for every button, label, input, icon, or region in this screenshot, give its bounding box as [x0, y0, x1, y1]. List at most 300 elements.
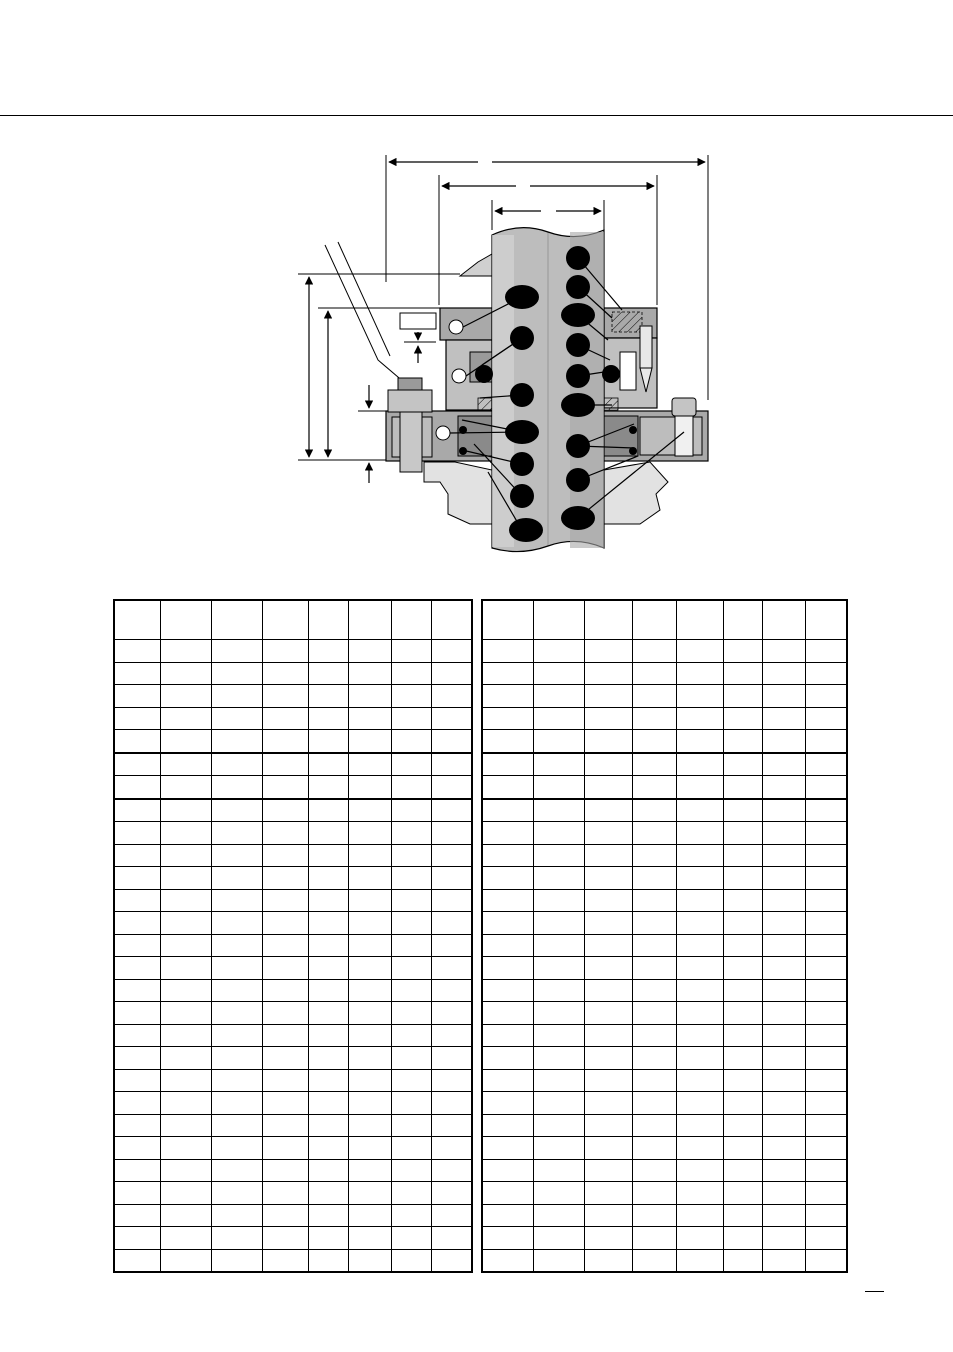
table-cell [114, 912, 161, 935]
table-cell [308, 776, 348, 799]
table-cell [805, 753, 847, 776]
table-cell [349, 1092, 391, 1115]
table-cell [114, 822, 161, 845]
table-cell [805, 1159, 847, 1182]
table-cell [308, 822, 348, 845]
table-cell [349, 867, 391, 890]
table-cell [762, 912, 805, 935]
table-cell [114, 640, 161, 663]
table-cell [533, 730, 584, 753]
table-cell [632, 979, 676, 1002]
table-row [482, 753, 847, 776]
table-cell [805, 979, 847, 1002]
table-cell [805, 1137, 847, 1160]
table-cell [263, 1069, 309, 1092]
table-cell [211, 1024, 263, 1047]
table-cell [805, 640, 847, 663]
table-row [114, 979, 472, 1002]
table-cell [533, 957, 584, 980]
table-header-cell [349, 600, 391, 640]
table-row [482, 1069, 847, 1092]
table-cell [723, 957, 762, 980]
table-cell [632, 730, 676, 753]
table-cell [431, 1159, 472, 1182]
table-cell [723, 822, 762, 845]
table-cell [114, 1047, 161, 1070]
table-cell [584, 867, 632, 890]
table-cell [211, 1182, 263, 1205]
table-cell [533, 934, 584, 957]
table-row [482, 912, 847, 935]
table-cell [533, 753, 584, 776]
table-cell [676, 1002, 723, 1025]
table-cell [723, 1092, 762, 1115]
table-cell [161, 753, 212, 776]
table-cell [482, 1159, 533, 1182]
table-cell [482, 979, 533, 1002]
table-cell [676, 685, 723, 708]
table-cell [584, 957, 632, 980]
table-cell [723, 753, 762, 776]
table-cell [114, 1182, 161, 1205]
table-cell [676, 1182, 723, 1205]
table-cell [676, 1069, 723, 1092]
table-cell [805, 776, 847, 799]
table-cell [676, 957, 723, 980]
table-cell [676, 730, 723, 753]
table-cell [161, 1204, 212, 1227]
table-cell [263, 685, 309, 708]
table-cell [533, 889, 584, 912]
table-cell [584, 844, 632, 867]
drive-collar-left [440, 308, 492, 410]
table-cell [263, 844, 309, 867]
table-cell [211, 1047, 263, 1070]
table-cell [805, 1092, 847, 1115]
table-row [482, 844, 847, 867]
table-cell [211, 1137, 263, 1160]
table-cell [805, 799, 847, 822]
table-cell [114, 1249, 161, 1272]
table-cell [263, 1092, 309, 1115]
table-cell [211, 707, 263, 730]
table-cell [676, 889, 723, 912]
table-cell [263, 912, 309, 935]
table-cell [632, 957, 676, 980]
table-cell [211, 867, 263, 890]
table-cell [762, 1092, 805, 1115]
table-cell [533, 1114, 584, 1137]
table-cell [584, 1024, 632, 1047]
table-cell [482, 1092, 533, 1115]
table-cell [161, 730, 212, 753]
table-cell [723, 1069, 762, 1092]
table-cell [114, 662, 161, 685]
table-cell [805, 867, 847, 890]
table-cell [114, 1092, 161, 1115]
table-cell [584, 912, 632, 935]
table-cell [533, 912, 584, 935]
table-cell [263, 1114, 309, 1137]
table-cell [482, 1069, 533, 1092]
table-cell [161, 776, 212, 799]
table-cell [308, 799, 348, 822]
table-cell [349, 979, 391, 1002]
table-cell [676, 640, 723, 663]
table-cell [114, 707, 161, 730]
table-cell [431, 640, 472, 663]
table-cell [723, 685, 762, 708]
table-cell [482, 662, 533, 685]
table-cell [482, 707, 533, 730]
table-cell [431, 1182, 472, 1205]
table-cell [391, 957, 431, 980]
table-cell [431, 979, 472, 1002]
table-cell [676, 1092, 723, 1115]
table-row [114, 957, 472, 980]
table-cell [632, 867, 676, 890]
table-cell [211, 685, 263, 708]
table-cell [584, 1114, 632, 1137]
table-cell [308, 1204, 348, 1227]
table-cell [211, 1002, 263, 1025]
table-cell [161, 867, 212, 890]
table-cell [431, 1204, 472, 1227]
table-row [482, 1024, 847, 1047]
table-row [482, 640, 847, 663]
table-cell [584, 934, 632, 957]
table-cell [308, 979, 348, 1002]
table-row [114, 822, 472, 845]
table-cell [676, 707, 723, 730]
table-cell [349, 844, 391, 867]
table-cell [762, 1204, 805, 1227]
table-cell [161, 934, 212, 957]
table-cell [114, 1204, 161, 1227]
table-cell [263, 979, 309, 1002]
table-cell [308, 867, 348, 890]
table-cell [263, 707, 309, 730]
table-cell [805, 822, 847, 845]
table-row [482, 685, 847, 708]
table-cell [762, 1069, 805, 1092]
table-cell [723, 707, 762, 730]
table-cell [584, 1159, 632, 1182]
table-cell [632, 822, 676, 845]
table-cell [762, 1249, 805, 1272]
table-cell [431, 822, 472, 845]
table-cell [723, 912, 762, 935]
table-cell [431, 1249, 472, 1272]
table-cell [161, 1069, 212, 1092]
table-cell [533, 776, 584, 799]
table-row [114, 753, 472, 776]
table-cell [584, 822, 632, 845]
table-cell [676, 662, 723, 685]
table-cell [482, 957, 533, 980]
table-row [482, 1092, 847, 1115]
table-cell [349, 685, 391, 708]
table-cell [805, 957, 847, 980]
table-row [482, 979, 847, 1002]
table-cell [762, 707, 805, 730]
table-cell [308, 957, 348, 980]
table-cell [161, 889, 212, 912]
table-cell [391, 934, 431, 957]
table-cell [482, 1114, 533, 1137]
table-cell [308, 1092, 348, 1115]
table-cell [391, 822, 431, 845]
table-cell [431, 776, 472, 799]
table-cell [723, 844, 762, 867]
table-cell [431, 1047, 472, 1070]
table-cell [676, 912, 723, 935]
table-cell [211, 730, 263, 753]
table-cell [431, 867, 472, 890]
table-cell [308, 1159, 348, 1182]
table-cell [308, 1227, 348, 1250]
table-cell [762, 844, 805, 867]
table-cell [308, 640, 348, 663]
table-cell [114, 1024, 161, 1047]
table-cell [161, 1227, 212, 1250]
table-cell [805, 1069, 847, 1092]
table-cell [632, 1227, 676, 1250]
table-cell [263, 776, 309, 799]
table-cell [161, 1024, 212, 1047]
table-cell [584, 753, 632, 776]
table-cell [431, 1002, 472, 1025]
table-cell [632, 1137, 676, 1160]
table-cell [308, 889, 348, 912]
table-cell [805, 1249, 847, 1272]
table-cell [431, 1114, 472, 1137]
table-cell [114, 1227, 161, 1250]
table-cell [632, 1182, 676, 1205]
table-cell [211, 1092, 263, 1115]
table-cell [676, 1114, 723, 1137]
table-header-cell [431, 600, 472, 640]
table-cell [533, 640, 584, 663]
table-cell [431, 753, 472, 776]
table-row [482, 822, 847, 845]
table-cell [723, 1249, 762, 1272]
table-cell [161, 799, 212, 822]
table-row [482, 707, 847, 730]
table-row [482, 1182, 847, 1205]
table-cell [533, 1204, 584, 1227]
table-cell [263, 640, 309, 663]
table-cell [676, 934, 723, 957]
table-cell [161, 1092, 212, 1115]
table-cell [584, 1204, 632, 1227]
table-cell [584, 662, 632, 685]
table-row [114, 1159, 472, 1182]
table-cell [114, 979, 161, 1002]
table-cell [805, 934, 847, 957]
table-row [482, 1159, 847, 1182]
table-cell [533, 1069, 584, 1092]
table-cell [805, 844, 847, 867]
table-cell [211, 934, 263, 957]
table-cell [391, 707, 431, 730]
table-cell [431, 799, 472, 822]
table-cell [391, 1002, 431, 1025]
table-cell [349, 799, 391, 822]
table-cell [263, 730, 309, 753]
table-cell [482, 822, 533, 845]
table-cell [762, 1002, 805, 1025]
table-cell [114, 889, 161, 912]
table-cell [211, 776, 263, 799]
table-cell [263, 1002, 309, 1025]
table-cell [161, 912, 212, 935]
table-header-cell [632, 600, 676, 640]
table-cell [482, 844, 533, 867]
table-cell [723, 1204, 762, 1227]
table-cell [211, 912, 263, 935]
table-cell [805, 1024, 847, 1047]
table-cell [762, 1137, 805, 1160]
table-cell [723, 1114, 762, 1137]
table-row [482, 776, 847, 799]
table-row [482, 867, 847, 890]
table-row [114, 776, 472, 799]
table-row [114, 1114, 472, 1137]
table-cell [263, 934, 309, 957]
table-cell [723, 730, 762, 753]
table-cell [349, 1182, 391, 1205]
table-cell [533, 685, 584, 708]
table-cell [584, 1069, 632, 1092]
table-cell [349, 1047, 391, 1070]
table-cell [161, 1159, 212, 1182]
table-cell [762, 799, 805, 822]
table-row [482, 662, 847, 685]
table-cell [584, 730, 632, 753]
table-header-cell [805, 600, 847, 640]
table-cell [349, 1114, 391, 1137]
table-cell [431, 1069, 472, 1092]
table-cell [762, 1227, 805, 1250]
table-cell [723, 1137, 762, 1160]
table-cell [391, 730, 431, 753]
table-cell [762, 957, 805, 980]
table-cell [805, 707, 847, 730]
shaft [492, 228, 604, 552]
table-cell [805, 662, 847, 685]
table-header-cell [161, 600, 212, 640]
table-cell [391, 1024, 431, 1047]
table-header-cell [584, 600, 632, 640]
table-cell [482, 934, 533, 957]
table-cell [161, 957, 212, 980]
table-cell [533, 1002, 584, 1025]
table-cell [114, 1114, 161, 1137]
table-cell [114, 730, 161, 753]
table-cell [349, 730, 391, 753]
table-cell [161, 1002, 212, 1025]
table-cell [211, 640, 263, 663]
table-cell [762, 889, 805, 912]
table-row [114, 1249, 472, 1272]
table-cell [533, 822, 584, 845]
table-cell [482, 799, 533, 822]
table-cell [676, 776, 723, 799]
table-cell [431, 1092, 472, 1115]
table-cell [723, 1182, 762, 1205]
table-cell [211, 822, 263, 845]
table-cell [533, 662, 584, 685]
table-row [114, 912, 472, 935]
table-row [114, 1137, 472, 1160]
table-cell [349, 662, 391, 685]
table-cell [723, 979, 762, 1002]
table-cell [161, 1114, 212, 1137]
table-cell [584, 1249, 632, 1272]
table-cell [762, 1047, 805, 1070]
table-cell [723, 867, 762, 890]
table-cell [632, 753, 676, 776]
table-header-cell [263, 600, 309, 640]
table-cell [431, 730, 472, 753]
table-cell [632, 640, 676, 663]
table-cell [161, 1047, 212, 1070]
table-cell [391, 776, 431, 799]
table-cell [114, 685, 161, 708]
table-cell [676, 1249, 723, 1272]
table-cell [762, 1114, 805, 1137]
table-row [114, 867, 472, 890]
table-cell [762, 934, 805, 957]
table-cell [391, 662, 431, 685]
table-cell [211, 1159, 263, 1182]
table-row [482, 1114, 847, 1137]
table-cell [762, 1159, 805, 1182]
table-cell [431, 1227, 472, 1250]
table-cell [349, 934, 391, 957]
table-cell [482, 685, 533, 708]
table-cell [584, 685, 632, 708]
table-cell [533, 707, 584, 730]
table-cell [632, 934, 676, 957]
table-cell [308, 1137, 348, 1160]
table-cell [482, 640, 533, 663]
table-cell [676, 1204, 723, 1227]
table-cell [632, 707, 676, 730]
table-cell [263, 889, 309, 912]
table-cell [762, 1182, 805, 1205]
table-cell [349, 822, 391, 845]
table-cell [632, 685, 676, 708]
table-cell [482, 1227, 533, 1250]
table-cell [308, 912, 348, 935]
table-cell [114, 844, 161, 867]
table-row [114, 1069, 472, 1092]
table-row [482, 1047, 847, 1070]
table-row [482, 799, 847, 822]
table-cell [161, 1182, 212, 1205]
table-cell [632, 1159, 676, 1182]
table-cell [482, 867, 533, 890]
table-cell [263, 1182, 309, 1205]
table-cell [805, 889, 847, 912]
table-cell [723, 640, 762, 663]
table-cell [482, 1137, 533, 1160]
table-cell [211, 1069, 263, 1092]
table-cell [308, 844, 348, 867]
table-cell [349, 1137, 391, 1160]
